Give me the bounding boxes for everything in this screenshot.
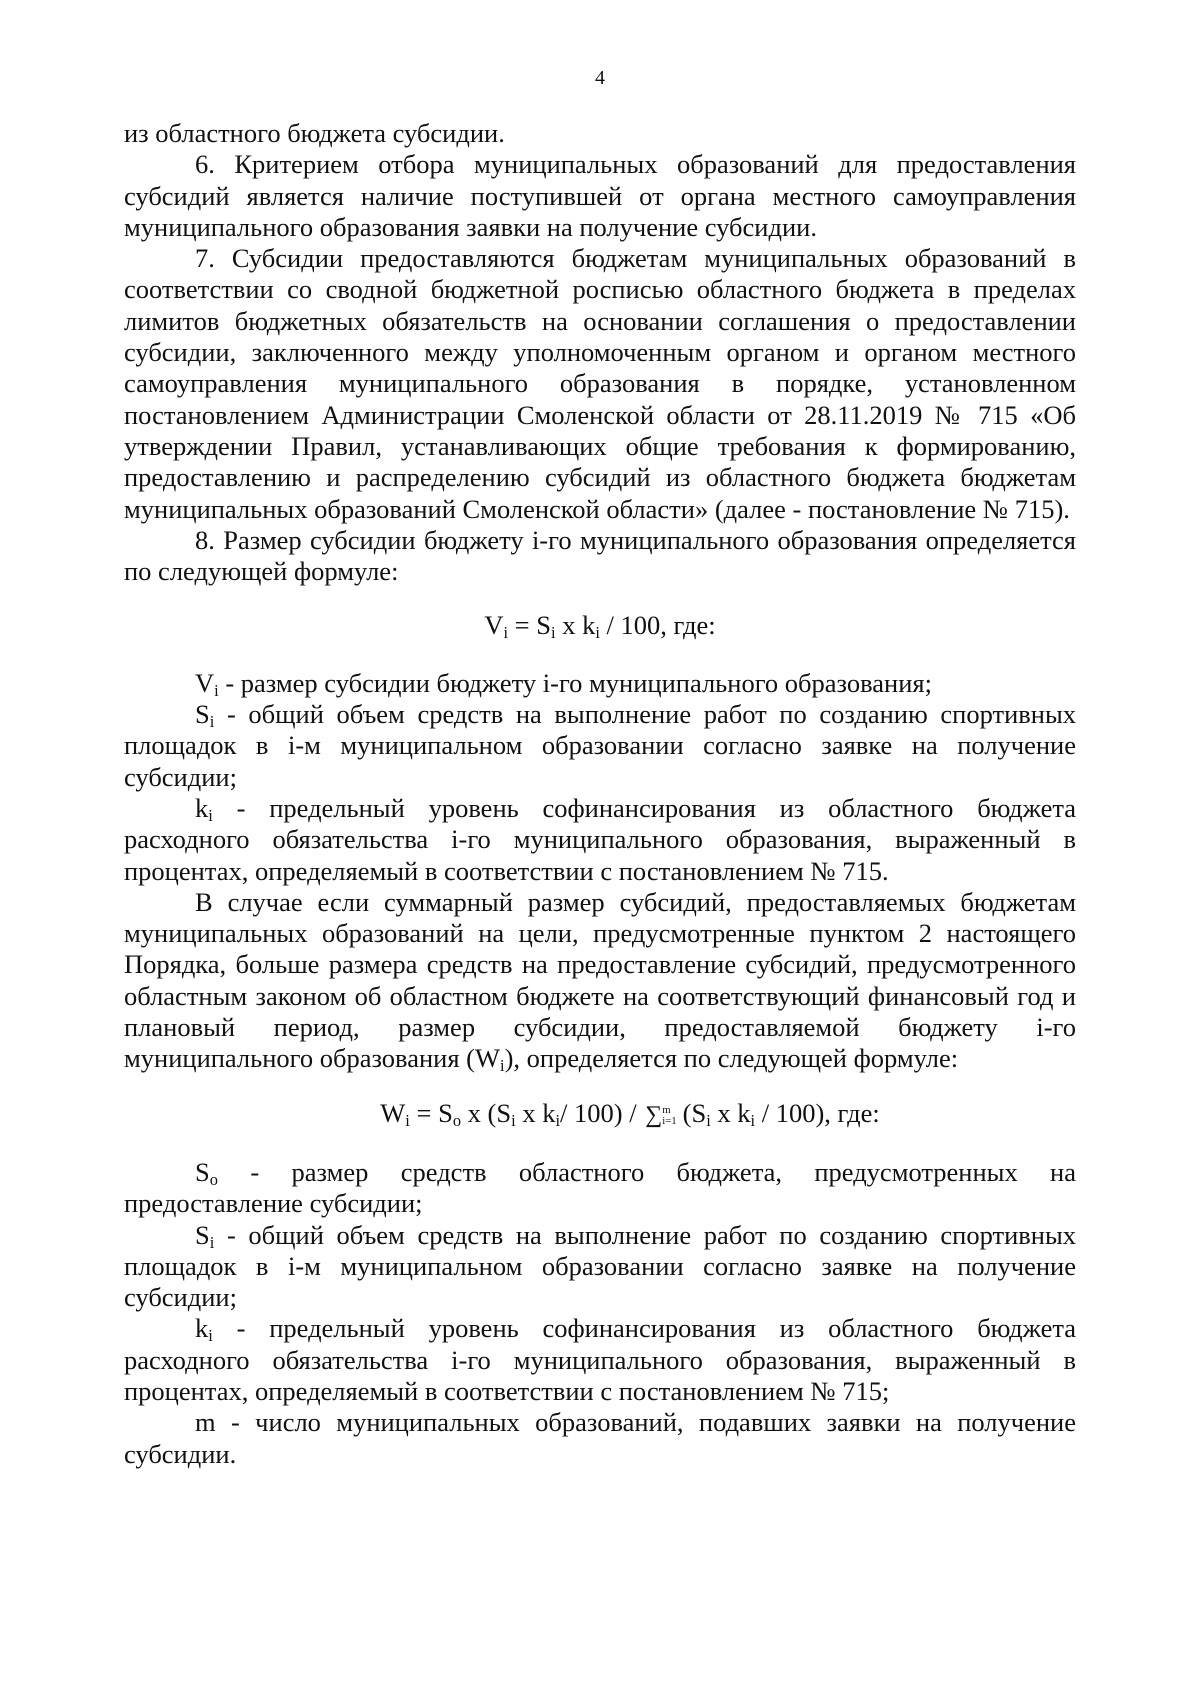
formula-w: $W_i = S_o$ x ($S_i$ x $k_i/$ 100) / ∑m i=1 ($S_i$ x $k_i / 100$), где: (380, 1097, 880, 1130)
definition-v: $V_i$ - размер субсидии бюджету і-го муниципального образования; (195, 667, 932, 700)
page-number: 4 (595, 67, 605, 89)
paragraph-6: 6. Критерием отбора муниципальных образований для предоставления субсидий является наличие поступившей от органа местного самоуправления муниципального образования заявки на получение субсидии. (124, 149, 1076, 242)
definition-so: $S_o$ - размер средств областного бюджета, предусмотренных на предоставление субсидии; (124, 1156, 1076, 1219)
paragraph-intro: из областного бюджета субсидии. (124, 118, 505, 148)
definition-s: $S_i$ - общий объем средств на выполнение работ по созданию спортивных площадок в і-м муниципальном образовании согласно заявке на получение субсидии; (124, 699, 1076, 792)
definition-s-2: $S_i$ - общий объем средств на выполнение работ по созданию спортивных площадок в і-м муниципальном образовании согласно заявке на получение субсидии; (124, 1219, 1076, 1313)
definition-k-2: $k_i$ - предельный уровень софинансирования из областного бюджета расходного обязательства і-го муниципального образования, выраженный в процентах, определяемый в соответствии с постановлением № 715; (124, 1313, 1076, 1406)
definition-k: $k_i$ - предельный уровень софинансирования из областного бюджета расходного обязательства і-го муниципального образования, выраженный в процентах, определяемый в соответствии с постановлением № 715. (124, 792, 1076, 886)
paragraph-7: 7. Субсидии предоставляются бюджетам муниципальных образований в соответствии со сводной бюджетной росписью областного бюджета в пределах лимитов бюджетных обязательств на основании соглашения о предоставлении субсидии, заключенного между уполномоченным органом и органом местного самоуправления муниципального образования в порядке, установленном постановлением Администрации Смоленской области от 28.11.2019 № 715 «Об утверждении Правил, устанавливающих общие требования к формированию, предоставлению и распределению субсидий из областного бюджета бюджетам муниципальных образований Смоленской области» (далее - постановление № 715). (124, 243, 1076, 524)
formula-v: $V_i = S_i$ x $k_i / 100$, где: (484, 610, 716, 643)
summation-sign: ∑m i=1 (645, 1101, 677, 1128)
document-body (124, 118, 1076, 1470)
definition-m: m - число муниципальных образований, подавших заявки на получение субсидии. (124, 1407, 1076, 1469)
paragraph-case: В случае если суммарный размер субсидий, предоставляемых бюджетам муниципальных образований на цели, предусмотренные пунктом 2 настоящего Порядка, больше размера средств на предоставление субсидий, предусмотренного областным законом об областном бюджете на соответствующий финансовый год и плановый период, размер субсидии, предоставляемой бюджету і-го муниципального образования $(W_i)$, определяется по следующей формуле: (124, 886, 1076, 1076)
paragraph-8: 8. Размер субсидии бюджету і-го муниципального образования определяется по следующей формуле: (124, 524, 1076, 587)
